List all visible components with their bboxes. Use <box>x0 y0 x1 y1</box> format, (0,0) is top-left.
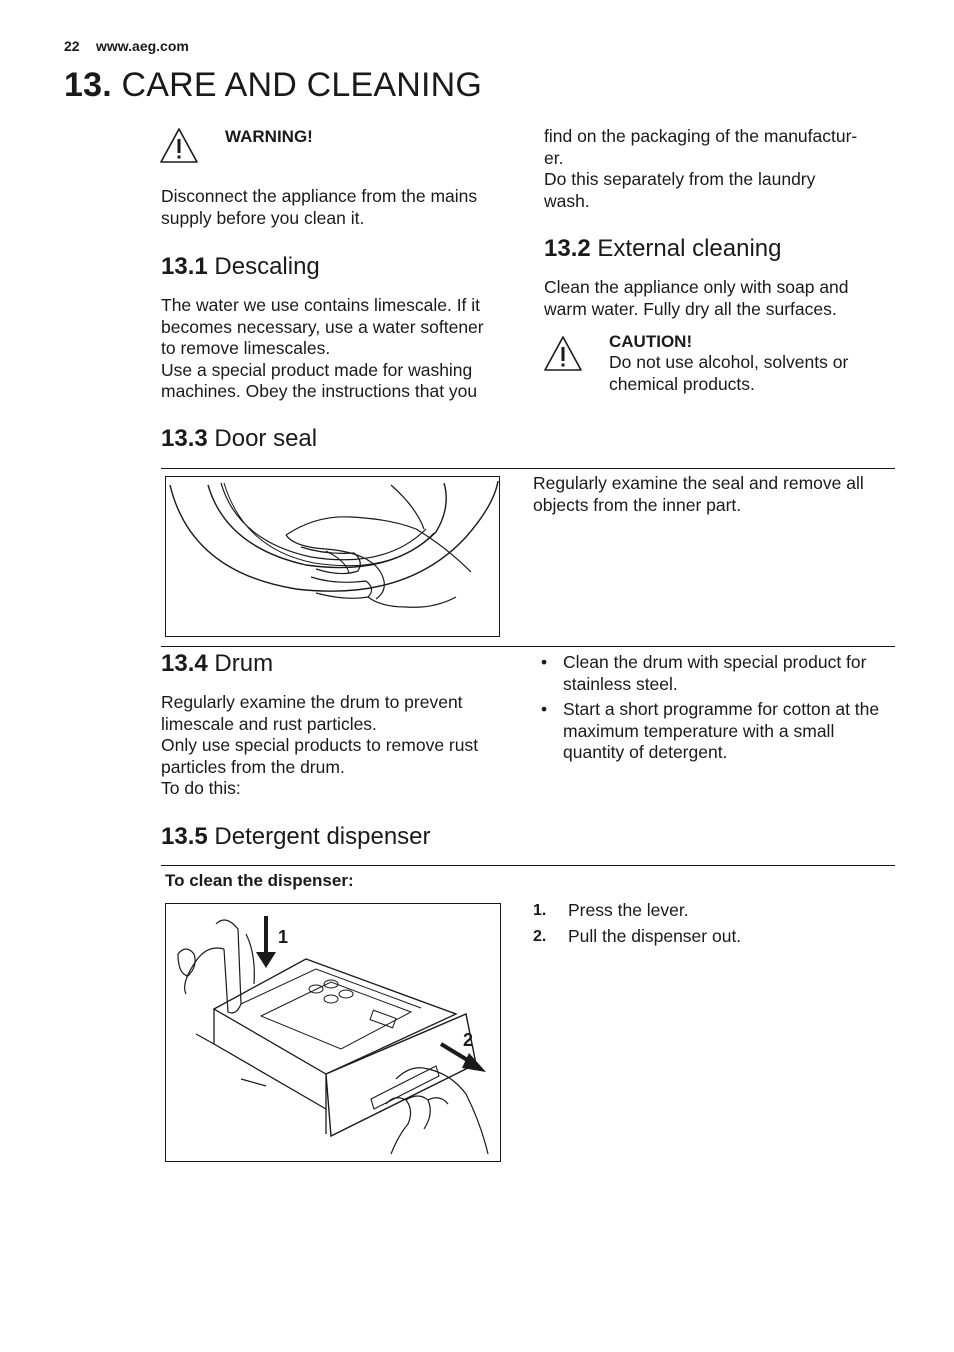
dispenser-steps <box>533 900 883 951</box>
caution-label: CAUTION! <box>609 332 693 351</box>
website-url[interactable]: www.aeg.com <box>96 38 189 54</box>
drum-line: Regularly examine the drum to prevent limescale and rust particles. <box>161 692 463 734</box>
section-divider <box>161 646 895 647</box>
descaling-line: find on the packaging of the manufactur- <box>544 126 858 146</box>
section-number: 13.5 <box>161 823 208 850</box>
section-title: Drum <box>214 650 274 677</box>
step-text: Press the lever. <box>568 900 689 920</box>
caution-triangle-icon <box>542 334 584 374</box>
section-title: Descaling <box>214 253 320 280</box>
section-heading-detergent-dispenser <box>161 823 431 851</box>
drum-line: Only use special products to remove rust particles from the drum. <box>161 735 479 777</box>
descaling-line: wash. <box>544 190 590 211</box>
step-text: Pull the dispenser out. <box>568 925 742 946</box>
section-title: Detergent dispenser <box>214 823 431 850</box>
descaling-line: er. <box>544 147 564 168</box>
list-item: • Start a short programme for cotton at the maximum temperature with a small quantity of detergent. <box>533 699 893 764</box>
descaling-text-continued <box>544 126 904 212</box>
list-item <box>533 926 883 948</box>
door-seal-text: Regularly examine the seal and remove all objects from the inner part. <box>533 473 864 515</box>
section-title: Door seal <box>214 425 318 452</box>
descaling-text <box>161 295 531 403</box>
door-seal-illustration <box>165 476 500 637</box>
section-title: External cleaning <box>597 235 782 262</box>
drum-text <box>161 692 521 800</box>
descaling-line: The water we use contains limescale. If it <box>161 295 481 315</box>
section-heading-external-cleaning <box>544 235 782 263</box>
external-cleaning-text: Clean the appliance only with soap and warm water. Fully dry all the surfaces. <box>544 277 849 319</box>
figure-label-2: 2 <box>463 1030 474 1050</box>
warning-text: Disconnect the appliance from the mains supply before you clean it. <box>161 186 478 228</box>
warning-label: WARNING! <box>225 127 313 146</box>
section-number: 13.3 <box>161 425 208 452</box>
list-item: • Clean the drum with special product for stainless steel. <box>533 652 893 695</box>
section-number: 13.4 <box>161 650 208 677</box>
section-divider <box>161 468 895 469</box>
step-number: 1. <box>533 902 547 919</box>
figure-label-1: 1 <box>278 927 289 947</box>
chapter-title-text: CARE AND CLEANING <box>121 66 483 104</box>
caution-text: Do not use alcohol, solvents or chemical products. <box>609 352 849 394</box>
page-number: 22 <box>64 38 80 54</box>
chapter-number: 13. <box>64 66 112 104</box>
caution-block <box>609 332 899 395</box>
section-heading-drum <box>161 650 273 678</box>
section-number: 13.1 <box>161 253 208 280</box>
warning-triangle-icon <box>158 126 200 166</box>
descaling-line: to remove limescales. <box>161 338 331 358</box>
section-divider <box>161 865 895 866</box>
descaling-line: Do this separately from the laundry <box>544 169 816 189</box>
section-heading-door-seal <box>161 425 317 453</box>
list-item <box>533 900 883 922</box>
dispenser-illustration <box>165 903 501 1162</box>
drum-line: To do this: <box>161 778 241 798</box>
section-heading-descaling <box>161 253 320 281</box>
drum-bullet-list <box>533 652 893 768</box>
section-number: 13.2 <box>544 235 591 262</box>
chapter-title <box>64 66 482 105</box>
step-number: 2. <box>533 927 547 945</box>
descaling-line: Use a special product made for washing <box>161 359 473 380</box>
dispenser-subheading: To clean the dispenser: <box>165 871 354 890</box>
descaling-line: machines. Obey the instructions that you <box>161 381 478 401</box>
descaling-line: becomes necessary, use a water softener <box>161 316 484 337</box>
